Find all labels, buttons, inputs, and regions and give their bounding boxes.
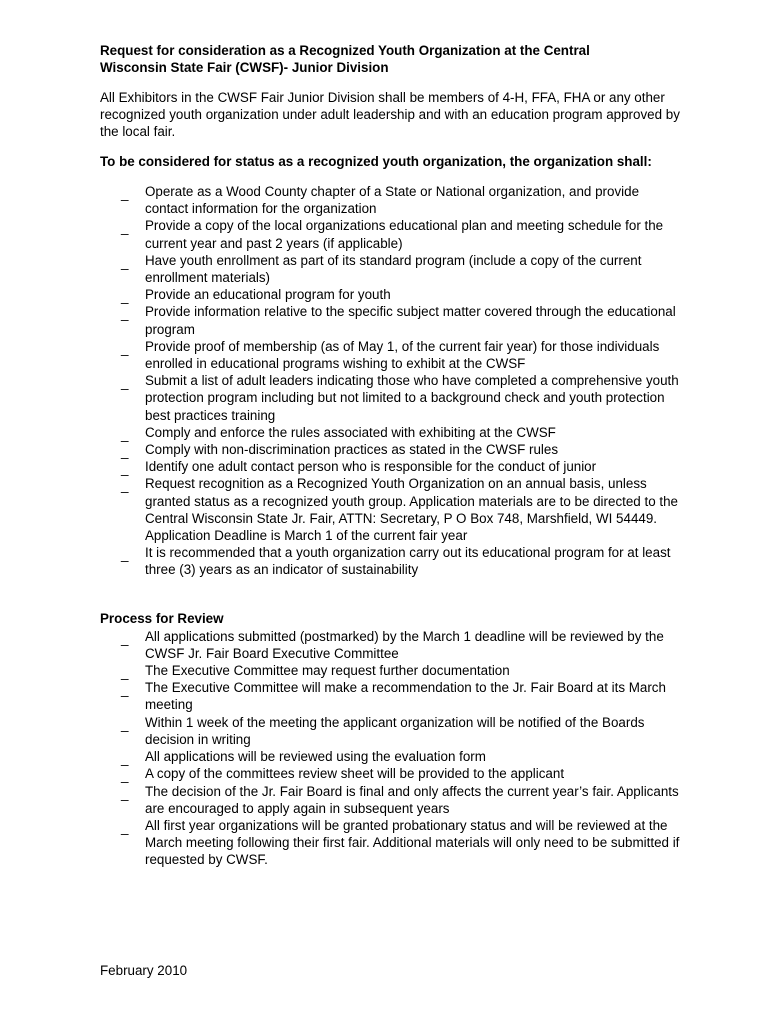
- bullet: _: [121, 461, 129, 477]
- bullet: _: [121, 768, 129, 784]
- bullet: _: [121, 289, 129, 305]
- review-heading: Process for Review: [100, 610, 224, 626]
- document-page: [100, 42, 680, 869]
- bullet: _: [121, 751, 129, 767]
- list-item-text: Provide a copy of the local organizations educational plan and meeting schedule for the current year and past 2 years (if applicable): [145, 218, 664, 251]
- bullet: _: [121, 254, 129, 270]
- list-item: [100, 338, 680, 372]
- list-item-text: Provide proof of membership (as of May 1, of the current fair year) for those individuals enrolled in educational programs wishing to exhibit at the CWSF: [145, 338, 660, 372]
- list-item: [100, 783, 680, 817]
- list-item-text: Submit a list of adult leaders indicating those who have completed a comprehensive youth protection program including but not limited to a background check and youth protection best practices training: [145, 373, 679, 423]
- bullet: _: [121, 306, 129, 322]
- list-item-text: Within 1 week of the meeting the applicant organization will be notified of the Boards decision in writing: [145, 714, 645, 747]
- bullet: _: [121, 547, 129, 563]
- list-item: [100, 765, 680, 782]
- list-item-text: Operate as a Wood County chapter of a State or National organization, and provide contact information for the organization: [145, 184, 640, 217]
- bullet: _: [121, 478, 129, 494]
- title-line-2: Wisconsin State Fair (CWSF)- Junior Division: [100, 60, 389, 75]
- requirements-list: [100, 183, 680, 579]
- bullet: _: [121, 340, 129, 356]
- list-item: [100, 714, 680, 748]
- footer-date: February 2010: [100, 963, 188, 978]
- bullet: _: [121, 785, 129, 801]
- list-item: [100, 372, 680, 424]
- bullet: _: [121, 444, 129, 460]
- list-item: [100, 303, 680, 337]
- list-item: [100, 183, 680, 217]
- list-item: [100, 217, 680, 251]
- list-item-text: All applications will be reviewed using the evaluation form: [145, 749, 486, 765]
- list-item: [100, 748, 680, 765]
- list-item-text: Provide an educational program for youth: [145, 287, 391, 303]
- review-list: [100, 628, 680, 869]
- list-item: [100, 475, 680, 544]
- bullet: _: [121, 630, 129, 646]
- bullet: _: [121, 716, 129, 732]
- list-item-text: The Executive Committee may request further documentation: [145, 663, 510, 679]
- list-item-text: A copy of the committees review sheet will be provided to the applicant: [145, 766, 565, 782]
- bullet: _: [121, 375, 129, 391]
- list-item: [100, 252, 680, 286]
- list-item: [100, 286, 680, 303]
- bullet: _: [121, 186, 129, 201]
- document-title: [100, 42, 680, 76]
- list-item: [100, 662, 680, 679]
- list-item-text: Have youth enrollment as part of its standard program (include a copy of the current enrollment materials): [145, 252, 642, 286]
- list-item: [100, 544, 680, 578]
- list-item: [100, 441, 680, 458]
- list-item-text: The Executive Committee will make a recommendation to the Jr. Fair Board at its March meeting: [145, 680, 666, 713]
- list-item-text: It is recommended that a youth organization carry out its educational program for at least three (3) years as an indicator of sustainability: [145, 545, 671, 578]
- list-item-text: Request recognition as a Recognized Youth Organization on an annual basis, unless granted status as a recognized youth group. Application materials are to be directed to the Central Wisconsin State Jr. Fair, ATTN: Secretary, P O Box 748, Marshfield, WI 54449. Application Deadline is March 1 of the current fair year: [145, 476, 678, 544]
- bullet: _: [121, 819, 129, 835]
- intro-paragraph: All Exhibitors in the CWSF Fair Junior Division shall be members of 4-H, FFA, FHA or any other recognized youth organization under adult leadership and with an education program approved by the local fair.: [100, 90, 680, 139]
- list-item-text: The decision of the Jr. Fair Board is final and only affects the current year’s fair. Applicants are encouraged to apply again in subsequent years: [145, 783, 679, 816]
- bullet: _: [121, 426, 129, 442]
- list-item: [100, 628, 680, 662]
- requirements-heading: To be considered for status as a recognized youth organization, the organization shall:: [100, 154, 652, 169]
- title-line-1: Request for consideration as a Recognized Youth Organization at the Central: [100, 43, 590, 58]
- list-item-text: All applications submitted (postmarked) by the March 1 deadline will be reviewed by the CWSF Jr. Fair Board Executive Committee: [145, 628, 664, 661]
- list-item: [100, 817, 680, 869]
- bullet: _: [121, 220, 129, 236]
- bullet: _: [121, 665, 129, 681]
- list-item-text: Comply and enforce the rules associated with exhibiting at the CWSF: [145, 424, 556, 440]
- list-item-text: Identify one adult contact person who is responsible for the conduct of junior: [145, 459, 597, 475]
- bullet: _: [121, 682, 129, 698]
- list-item: [100, 424, 680, 441]
- list-item-text: Comply with non-discrimination practices as stated in the CWSF rules: [145, 442, 559, 458]
- list-item: [100, 679, 680, 713]
- list-item: [100, 458, 680, 475]
- list-item-text: Provide information relative to the specific subject matter covered through the educational program: [145, 304, 676, 337]
- list-item-text: All first year organizations will be granted probationary status and will be reviewed at the March meeting following their first fair. Additional materials will only need to be submitted if requested by CWSF.: [145, 817, 680, 868]
